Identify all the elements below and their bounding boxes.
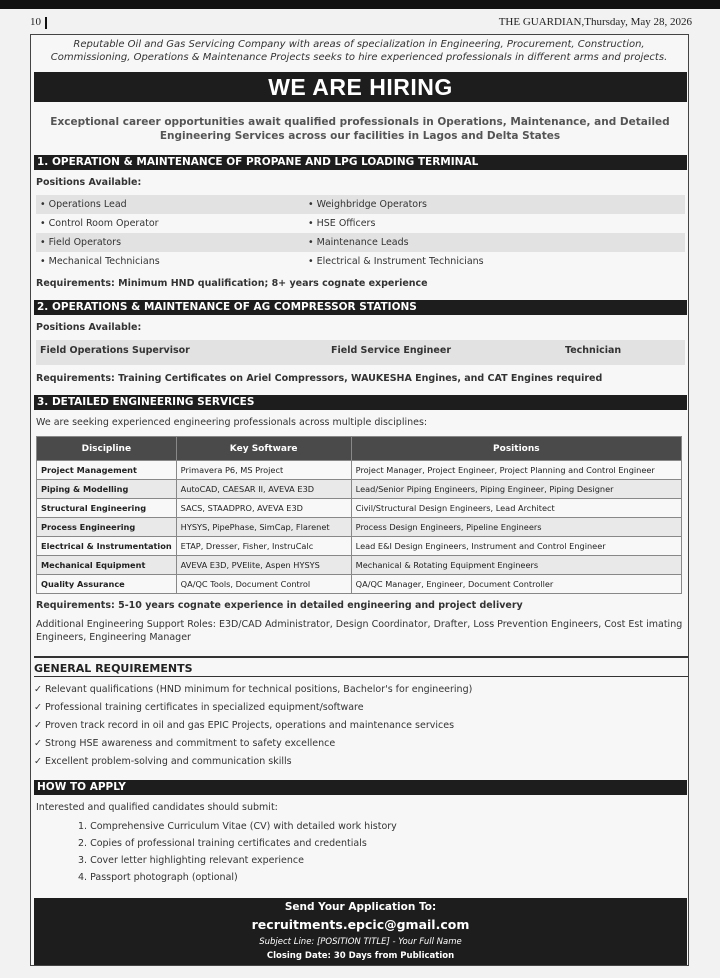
discipline-cell: Process Engineering: [37, 518, 177, 537]
positions-cell: Lead/Senior Piping Engineers, Piping Engineer, Piping Designer: [351, 480, 681, 499]
table-row: [37, 537, 682, 556]
section-2-requirements: Requirements: Training Certificates on Ariel Compressors, WAUKESHA Engines, and CAT Engines required: [36, 373, 603, 384]
table-header-row: [37, 437, 682, 461]
position-item: • Weighbridge Operators: [308, 199, 427, 210]
positions-cell: Mechanical & Rotating Equipment Engineers: [351, 556, 681, 575]
section-1-positions-label: Positions Available:: [36, 177, 142, 188]
positions-cell: Process Design Engineers, Pipeline Engineers: [351, 518, 681, 537]
discipline-cell: Electrical & Instrumentation: [37, 537, 177, 556]
position-item: • HSE Officers: [308, 218, 376, 229]
positions-cell: Project Manager, Project Engineer, Project Planning and Control Engineer: [351, 461, 681, 480]
requirement-item: ✓ Excellent problem-solving and communication skills: [34, 756, 292, 767]
position-item: Technician: [565, 345, 622, 356]
how-to-apply-title: HOW TO APPLY: [34, 780, 687, 795]
headline-banner: WE ARE HIRING: [34, 72, 687, 102]
page-number: 10: [30, 16, 41, 28]
table-row: [37, 480, 682, 499]
positions-cell: Civil/Structural Design Engineers, Lead Architect: [351, 499, 681, 518]
apply-list-item: 3. Cover letter highlighting relevant experience: [78, 855, 304, 866]
position-item: • Mechanical Technicians: [40, 256, 160, 267]
section-1-title: 1. OPERATION & MAINTENANCE OF PROPANE AND LPG LOADING TERMINAL: [34, 155, 687, 170]
section-2-positions-label: Positions Available:: [36, 322, 142, 333]
discipline-cell: Mechanical Equipment: [37, 556, 177, 575]
position-row: [36, 252, 685, 271]
column-header: Key Software: [176, 437, 351, 461]
support-roles-line: Engineers, Engineering Manager: [36, 632, 191, 643]
positions-cell: QA/QC Manager, Engineer, Document Controller: [351, 575, 681, 594]
apply-list-item: 2. Copies of professional training certificates and credentials: [78, 838, 367, 849]
apply-subject-line: Subject Line: [POSITION TITLE] - Your Full Name: [259, 937, 462, 947]
table-row: [37, 575, 682, 594]
software-cell: AVEVA E3D, PVElite, Aspen HYSYS: [176, 556, 351, 575]
requirement-item: ✓ Relevant qualifications (HND minimum for technical positions, Bachelor's for engineering): [34, 684, 473, 695]
table-row: [37, 461, 682, 480]
software-cell: AutoCAD, CAESAR II, AVEVA E3D: [176, 480, 351, 499]
discipline-cell: Structural Engineering: [37, 499, 177, 518]
position-item: • Maintenance Leads: [308, 237, 409, 248]
software-cell: SACS, STAADPRO, AVEVA E3D: [176, 499, 351, 518]
table-row: [37, 518, 682, 537]
apply-list-item: 4. Passport photograph (optional): [78, 872, 238, 883]
masthead: [30, 16, 692, 32]
column-header: Discipline: [37, 437, 177, 461]
table-row: [37, 499, 682, 518]
software-cell: QA/QC Tools, Document Control: [176, 575, 351, 594]
apply-email: recruitments.epcic@gmail.com: [251, 917, 470, 932]
position-item: Field Service Engineer: [331, 345, 451, 356]
requirement-item: ✓ Strong HSE awareness and commitment to safety excellence: [34, 738, 336, 749]
position-item: • Electrical & Instrument Technicians: [308, 256, 484, 267]
intro-text: Reputable Oil and Gas Servicing Company with areas of specialization in Engineering, Procurement, Construction, Commissioning, Operations & Maintenance Projects seeks to hire experienced professionals in different arms and projects.: [50, 39, 668, 63]
how-to-apply-intro: Interested and qualified candidates should submit:: [36, 802, 278, 813]
discipline-cell: Quality Assurance: [37, 575, 177, 594]
section-3-intro: We are seeking experienced engineering professionals across multiple disciplines:: [36, 417, 428, 428]
position-row: [36, 214, 685, 233]
requirement-item: ✓ Proven track record in oil and gas EPIC Projects, operations and maintenance services: [34, 720, 455, 731]
top-rule: [0, 0, 720, 9]
discipline-cell: Piping & Modelling: [37, 480, 177, 499]
position-row: [36, 195, 685, 214]
section-3-requirements: Requirements: 5-10 years cognate experience in detailed engineering and project delivery: [36, 600, 523, 611]
software-cell: Primavera P6, MS Project: [176, 461, 351, 480]
position-item: • Control Room Operator: [40, 218, 159, 229]
position-row: [36, 233, 685, 252]
apply-heading: Send Your Application To:: [284, 901, 437, 913]
tagline: Exceptional career opportunities await qualified professionals in Operations, Maintenance, and Detailed Engineering Services across our facilities in Lagos and Delta States: [50, 116, 670, 142]
software-cell: ETAP, Dresser, Fisher, InstruCalc: [176, 537, 351, 556]
position-item: • Field Operators: [40, 237, 122, 248]
section-2-positions: [36, 340, 685, 365]
dateline: THE GUARDIAN,Thursday, May 28, 2026: [498, 16, 692, 28]
software-cell: HYSYS, PipePhase, SimCap, Flarenet: [176, 518, 351, 537]
divider: [34, 676, 688, 677]
section-2-title: 2. OPERATIONS & MAINTENANCE OF AG COMPRESSOR STATIONS: [34, 300, 687, 315]
divider: [34, 656, 688, 658]
apply-list-item: 1. Comprehensive Curriculum Vitae (CV) with detailed work history: [78, 821, 397, 832]
column-header: Positions: [351, 437, 681, 461]
section-1-requirements: Requirements: Minimum HND qualification; 8+ years cognate experience: [36, 278, 428, 289]
support-roles-line: Additional Engineering Support Roles: E3D/CAD Administrator, Design Coordinator, Drafter, Loss Prevention Engineers, Cost Est imating: [36, 619, 683, 630]
table-row: [37, 556, 682, 575]
position-item: Field Operations Supervisor: [40, 345, 190, 356]
discipline-cell: Project Management: [37, 461, 177, 480]
closing-date: Closing Date: 30 Days from Publication: [266, 951, 455, 961]
position-item: • Operations Lead: [40, 199, 127, 210]
section-3-title: 3. DETAILED ENGINEERING SERVICES: [34, 395, 687, 410]
general-requirements-title: GENERAL REQUIREMENTS: [34, 662, 193, 675]
engineering-table: [36, 436, 682, 594]
positions-cell: Lead E&I Design Engineers, Instrument and Control Engineer: [351, 537, 681, 556]
requirement-item: ✓ Professional training certificates in specialized equipment/software: [34, 702, 364, 713]
application-box: [34, 898, 687, 965]
